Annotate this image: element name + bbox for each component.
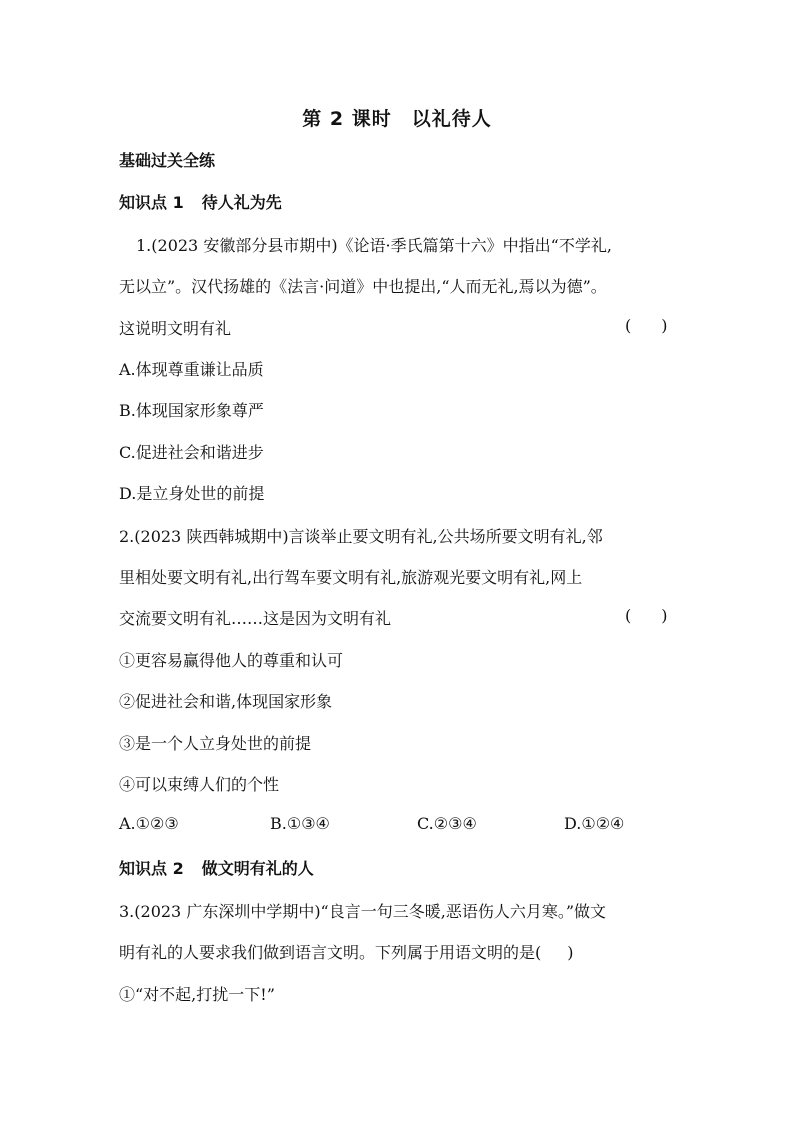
q3-answer-blank-close[interactable]: ) (567, 943, 574, 962)
q2-statement-4: ④可以束缚人们的个性 (119, 775, 280, 794)
section-heading: 基础过关全练 (119, 151, 216, 170)
page-title (0, 104, 794, 131)
q2-answer-blank[interactable]: ( ) (625, 606, 668, 625)
q1-line-2: 无以立”。汉代扬雄的《法言·问道》中也提出,“人而无礼,焉以为德”。 (119, 277, 607, 296)
q2-choice-b: B.①③④ (270, 814, 330, 833)
kp1-text: 待人礼为先 (201, 193, 282, 212)
q1-line-1: 1.(2023 安徽部分县市期中)《论语·季氏篇第十六》中指出“不学礼, (136, 236, 612, 255)
q1-option-d: D.是立身处世的前提 (119, 484, 265, 503)
knowledge-point-1 (119, 190, 282, 213)
q2-statement-1: ①更容易赢得他人的尊重和认可 (119, 651, 344, 670)
kp2-text: 做文明有礼的人 (201, 859, 314, 878)
kp2-label: 知识点 2 (119, 859, 184, 878)
q2-line-3: 交流要文明有礼……这是因为文明有礼 (119, 609, 392, 628)
kp1-label: 知识点 1 (119, 193, 184, 212)
q3-line-2: 明有礼的人要求我们做到语言文明。下列属于用语文明的是( ) (119, 943, 574, 962)
q1-answer-blank[interactable]: ( ) (625, 316, 668, 335)
q2-statement-2: ②促进社会和谐,体现国家形象 (119, 692, 333, 711)
q2-choice-d: D.①②④ (564, 814, 625, 833)
lesson-name: 以礼待人 (411, 108, 492, 130)
q3-statement-1: ①“对不起,打扰一下!” (119, 985, 275, 1004)
q1-line-3: 这说明文明有礼 (119, 319, 232, 338)
q2-choice-c: C.②③④ (417, 814, 477, 833)
q1-option-b: B.体现国家形象尊严 (119, 401, 264, 420)
q2-line-1: 2.(2023 陕西韩城期中)言谈举止要文明有礼,公共场所要文明有礼,邻 (119, 527, 603, 546)
q2-statement-3: ③是一个人立身处世的前提 (119, 734, 312, 753)
lesson-number: 第 2 课时 (302, 108, 392, 130)
q1-option-a: A.体现尊重谦让品质 (119, 360, 264, 379)
knowledge-point-2 (119, 856, 314, 879)
q2-line-2: 里相处要文明有礼,出行驾车要文明有礼,旅游观光要文明有礼,网上 (119, 568, 583, 587)
q2-choice-a: A.①②③ (119, 814, 179, 833)
q3-line-1: 3.(2023 广东深圳中学期中)“良言一句三冬暖,恶语伤人六月寒。”做文 (119, 902, 607, 921)
q1-option-c: C.促进社会和谐进步 (119, 443, 264, 462)
